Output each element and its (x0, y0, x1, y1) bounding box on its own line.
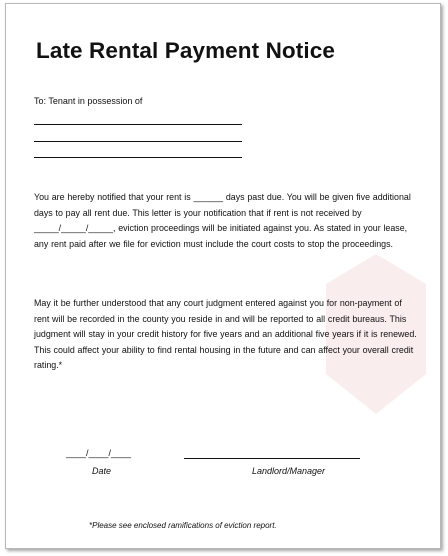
notice-paragraph-2: May it be further understood that any court judgment entered against you for non-payment of rent will be recorded in the county you reside in and will be reported to all credit bureaus. This judgment will stay in your credit history for five years and an additional five years if it is renewed. This could affect your ability to find rental housing in the future and can affect your overall credit rating.* (34, 298, 417, 371)
notice-paragraph-1: You are hereby notified that your rent is ______ days past due. You will be given five additional days to pay all rent due. This letter is your notification that if rent is not received by _____/_____/_____, eviction proceedings will be initiated against you. As stated in your lease, any rent paid after we file for eviction must include the court costs to stop the proceedings. (34, 192, 411, 249)
recipient-label: To: Tenant in possession of (34, 96, 143, 106)
address-line-2 (34, 141, 242, 142)
address-line-1 (34, 124, 242, 125)
address-line-3 (34, 157, 242, 158)
signature-line (184, 458, 360, 459)
landlord-label: Landlord/Manager (252, 466, 326, 476)
footnote: *Please see enclosed ramifications of eviction report. (89, 521, 277, 530)
notice-page (5, 3, 441, 549)
date-blank: ____/____/____ (66, 448, 132, 458)
date-label: Date (92, 466, 112, 476)
notice-title: Late Rental Payment Notice (36, 38, 335, 63)
